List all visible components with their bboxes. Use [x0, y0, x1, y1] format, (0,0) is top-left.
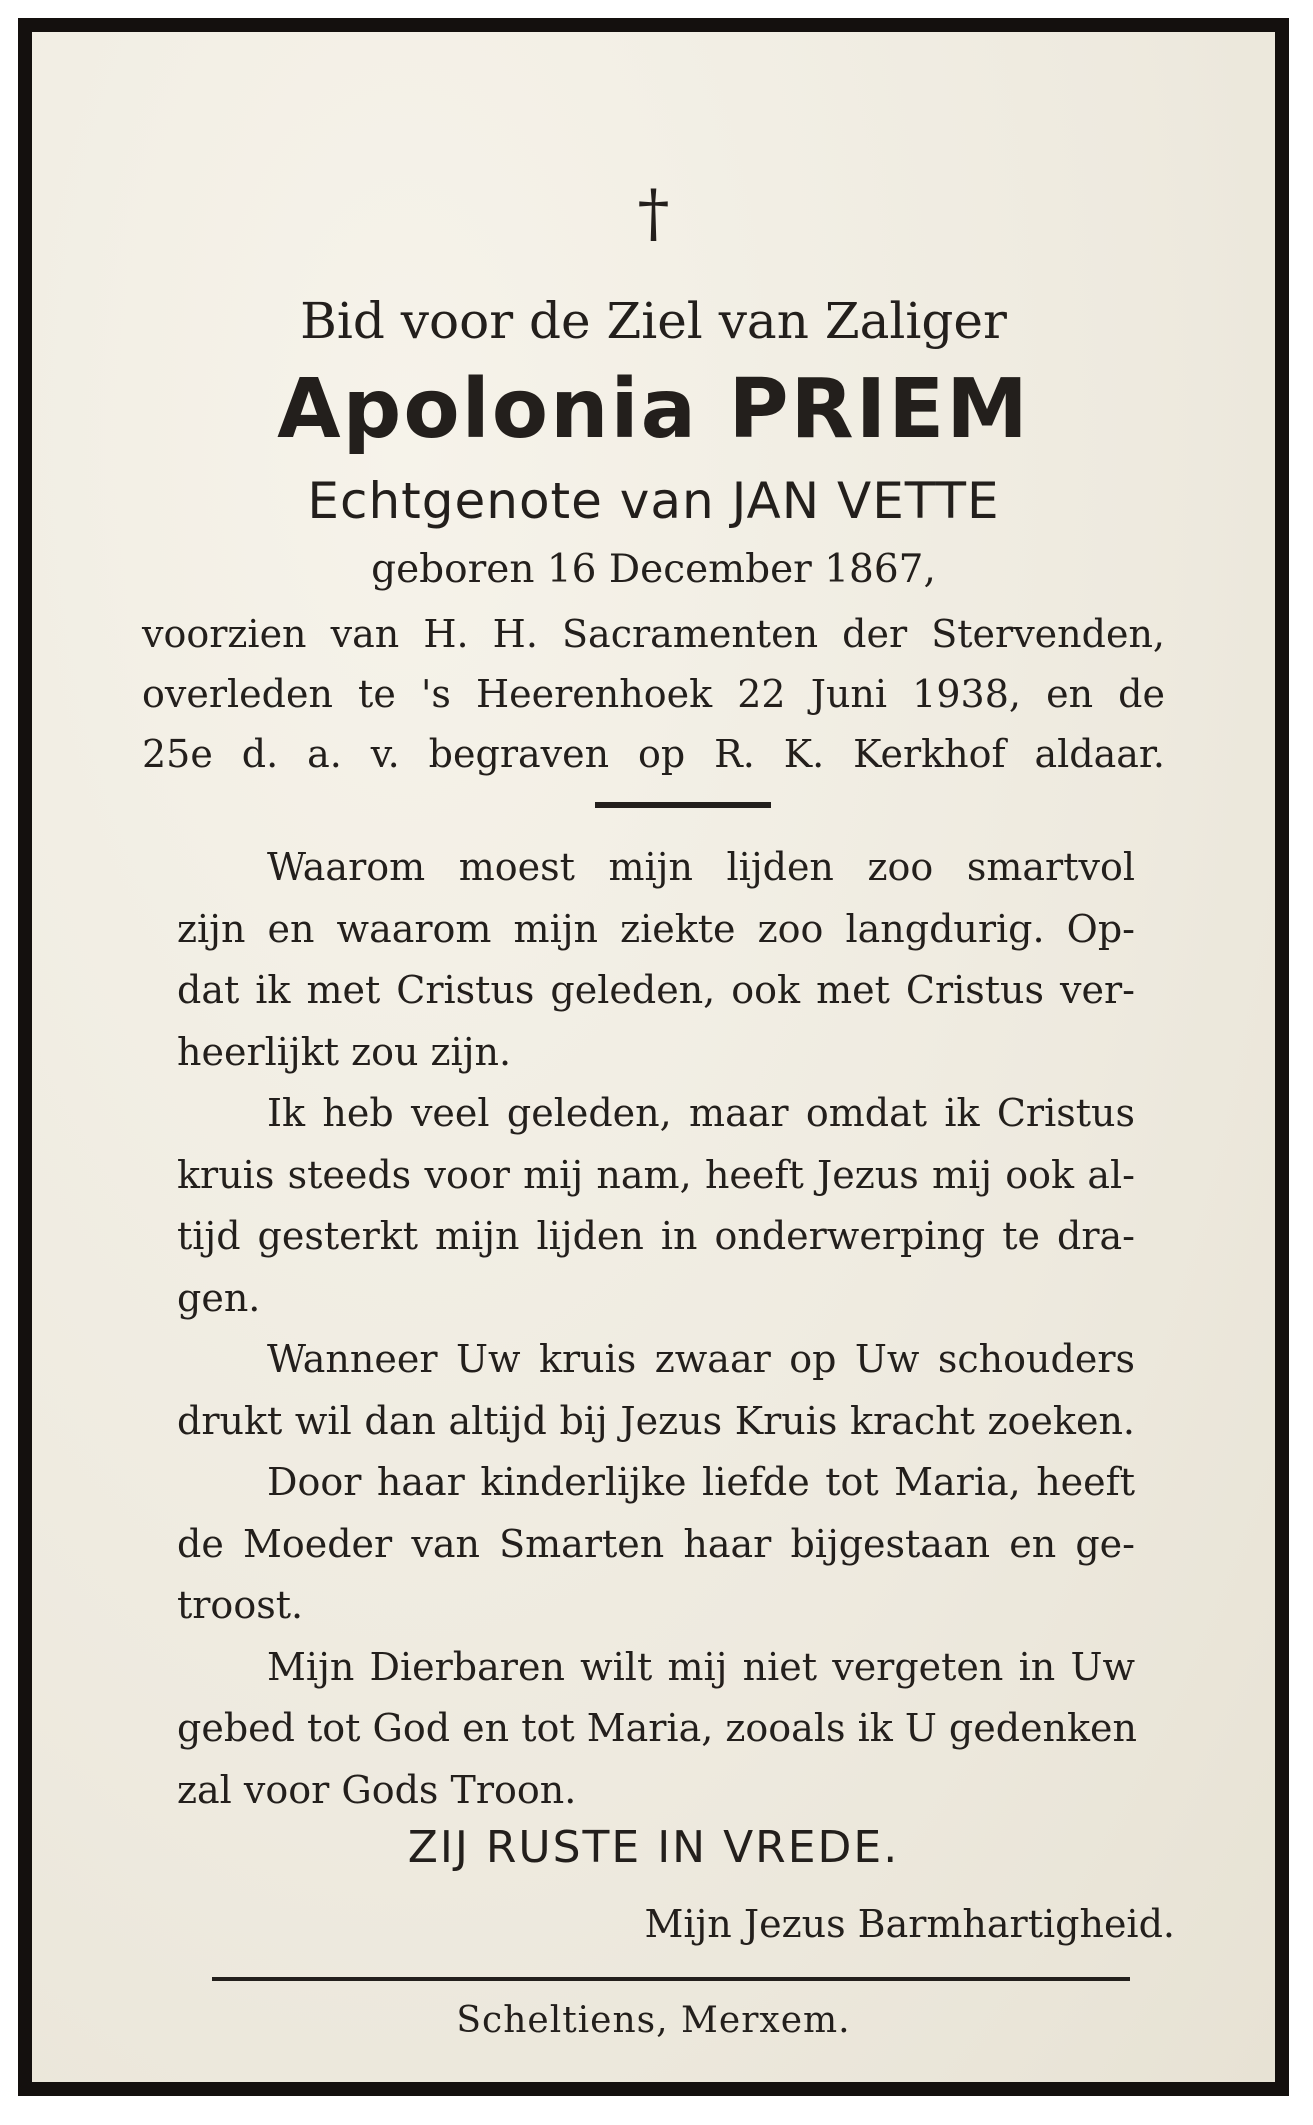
text-line: gebed tot God en tot Maria, zooals ik U gedenken	[177, 1706, 1138, 1750]
text-line: Wanneer Uw kruis zwaar op Uw schouders	[267, 1337, 1135, 1381]
cross-icon: †	[637, 177, 670, 251]
deceased-name: Apolonia PRIEM	[277, 362, 1030, 457]
text-line: tijd gesterkt mijn lijden in onderwerping te dra-	[177, 1214, 1135, 1258]
memorial-card	[18, 18, 1289, 2096]
card-paper	[32, 32, 1275, 2082]
text-line: gen.	[177, 1275, 261, 1320]
spouse-line: Echtgenote van JAN VETTE	[307, 472, 1000, 530]
intro-line: voorzien van H. H. Sacramenten der Stervenden,	[142, 612, 1165, 656]
text-line: Ik heb veel geleden, maar omdat ik Cristus	[267, 1091, 1135, 1135]
text-line: Waarom moest mijn lijden zoo smartvol	[267, 845, 1135, 889]
rest-in-peace: ZIJ RUSTE IN VREDE.	[407, 1822, 900, 1873]
text-line: Door haar kinderlijke liefde tot Maria, heeft	[267, 1460, 1135, 1504]
divider	[595, 802, 771, 808]
text-body	[177, 837, 1138, 1821]
intro-line: 25e d. a. v. begraven op R. K. Kerkhof aldaar.	[142, 732, 1165, 776]
divider	[212, 1977, 1130, 1981]
text-line: heerlijkt zou zijn.	[177, 1029, 512, 1074]
text-line: troost.	[177, 1583, 304, 1627]
printer-imprint: Scheltiens, Merxem.	[456, 2000, 851, 2041]
text-line: kruis steeds voor mij nam, heeft Jezus mij ook al-	[177, 1152, 1135, 1197]
text-line: zal voor Gods Troon.	[177, 1767, 577, 1812]
text-line: Mijn Dierbaren wilt mij niet vergeten in Uw	[267, 1644, 1135, 1689]
text-line: drukt wil dan altijd bij Jezus Kruis kracht zoeken.	[177, 1398, 1135, 1443]
intro-line: overleden te 's Heerenhoek 22 Juni 1938, en de	[142, 672, 1165, 716]
card-header: Bid voor de Ziel van Zaliger	[300, 292, 1007, 350]
text-line: de Moeder van Smarten haar bijgestaan en ge-	[177, 1521, 1135, 1566]
birth-line: geboren 16 December 1867,	[371, 547, 936, 592]
closing-prayer: Mijn Jezus Barmhartigheid.	[644, 1902, 1175, 1946]
text-line: dat ik met Cristus geleden, ook met Cristus ver-	[177, 968, 1135, 1012]
text-line: zijn en waarom mijn ziekte zoo langdurig. Op-	[177, 906, 1135, 951]
